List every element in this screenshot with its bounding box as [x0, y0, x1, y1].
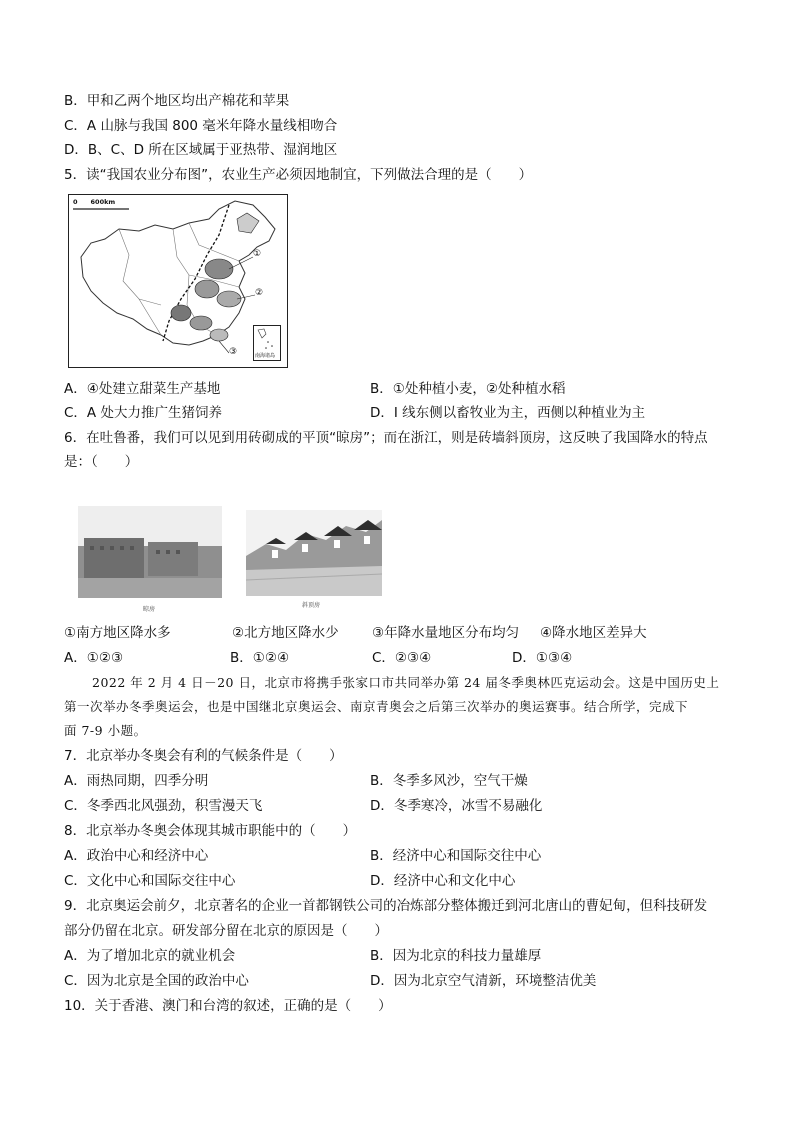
q8-option-c: C．文化中心和国际交往中心: [64, 873, 236, 889]
q6-statement-3: ③年降水量地区分布均匀: [372, 625, 520, 641]
crop-region: [171, 305, 191, 321]
south-china-sea-inset: [253, 325, 281, 361]
q8-option-b: B．经济中心和国际交往中心: [370, 848, 542, 864]
q9-option-b: B．因为北京的科技力量雄厚: [370, 948, 542, 964]
marker-leader: [219, 341, 229, 353]
q6-statement-1: ①南方地区降水多: [64, 625, 171, 641]
q9-stem-line1: 9．北京奥运会前夕，北京著名的企业一首都钢铁公司的冶炼部分整体搬迁到河北唐山的曹妃甸，但科技研发: [64, 898, 708, 914]
q6-option-a: A．①②③: [64, 650, 124, 666]
material-line3: 面 7-9 小题。: [64, 723, 147, 738]
q9-stem-line2: 部分仍留在北京。研发部分留在北京的原因是（ ）: [64, 923, 388, 939]
china-agriculture-map: [68, 194, 288, 368]
q8-option-d: D．经济中心和文化中心: [370, 873, 516, 889]
q8-option-a: A．政治中心和经济中心: [64, 848, 209, 864]
photo-drying-house-image: [78, 506, 222, 598]
map-marker-2: ②: [255, 288, 264, 298]
q6-stem-line1: 6．在吐鲁番，我们可以见到用砖砌成的平顶“晾房”；而在浙江，则是砖墙斜顶房，这反映了我国降水的特点: [64, 430, 708, 446]
q9-option-a: A．为了增加北京的就业机会: [64, 948, 236, 964]
q5-option-b: B．①处种植小麦，②处种植水稻: [370, 381, 566, 397]
q5-option-a: A．④处建立甜菜生产基地: [64, 381, 221, 397]
crop-region: [205, 259, 233, 279]
q6-statement-4: ④降水地区差异大: [540, 625, 647, 641]
q4-option-d: D．B、C、D 所在区域属于亚热带、湿润地区: [64, 142, 338, 158]
photo-sloped-roof-image: [246, 510, 382, 596]
photo2-caption: 斜顶房: [302, 602, 321, 609]
q9-option-c: C．因为北京是全国的政治中心: [64, 973, 249, 989]
photo1-caption: 晾房: [143, 606, 156, 613]
q6-option-c: C．②③④: [372, 650, 432, 666]
q6-option-b: B．①②④: [230, 650, 290, 666]
map-marker-1: ①: [253, 249, 262, 259]
photo-sloped-roof-houses: [246, 510, 382, 596]
q6-statement-2: ②北方地区降水少: [232, 625, 339, 641]
material-line1: 2022 年 2 月 4 日－20 日，北京市将携手张家口市共同举办第 24 届冬季奥林匹克运动会。这是中国历史上: [92, 675, 720, 690]
inset-label: 南海诸岛: [255, 353, 276, 359]
photo-drying-house: [78, 506, 222, 598]
map-scale-label: 0 600km: [73, 198, 116, 206]
q5-stem: 5．读“我国农业分布图”，农业生产必须因地制宜，下列做法合理的是（ ）: [64, 167, 533, 183]
q9-option-d: D．因为北京空气清新，环境整洁优美: [370, 973, 597, 989]
province-boundary: [173, 229, 239, 287]
q7-option-d: D．冬季寒冷，冰雪不易融化: [370, 798, 543, 814]
province-boundary: [119, 229, 161, 305]
q6-option-d: D．①③④: [512, 650, 573, 666]
q6-stem-line2: 是：（ ）: [64, 454, 139, 470]
q10-stem: 10．关于香港、澳门和台湾的叙述，正确的是（ ）: [64, 998, 392, 1014]
q7-option-b: B．冬季多风沙，空气干燥: [370, 773, 528, 789]
crop-region: [237, 213, 259, 233]
crop-region: [195, 280, 219, 298]
q7-option-c: C．冬季西北风强劲，积雪漫天飞: [64, 798, 263, 814]
q5-option-d: D．I 线东侧以畜牧业为主，西侧以种植业为主: [370, 405, 646, 421]
q7-stem: 7．北京举办冬奥会有利的气候条件是（ ）: [64, 748, 343, 764]
q5-option-c: C．A 处大力推广生猪饲养: [64, 405, 222, 421]
marker-leader: [229, 257, 253, 269]
crop-region: [190, 316, 212, 330]
q4-option-b: B．甲和乙两个地区均出产棉花和苹果: [64, 93, 290, 109]
map-marker-3: ③: [229, 347, 238, 357]
q8-stem: 8．北京举办冬奥会体现其城市职能中的（ ）: [64, 823, 357, 839]
crop-region: [210, 329, 228, 341]
province-boundary: [189, 223, 239, 261]
material-line2: 第一次举办冬季奥运会，也是中国继北京奥运会、南京青奥会之后第三次举办的奥运赛事。结合所学，完成下: [64, 699, 689, 714]
q7-option-a: A．雨热同期，四季分明: [64, 773, 209, 789]
q4-option-c: C．A 山脉与我国 800 毫米年降水量线相吻合: [64, 118, 338, 134]
